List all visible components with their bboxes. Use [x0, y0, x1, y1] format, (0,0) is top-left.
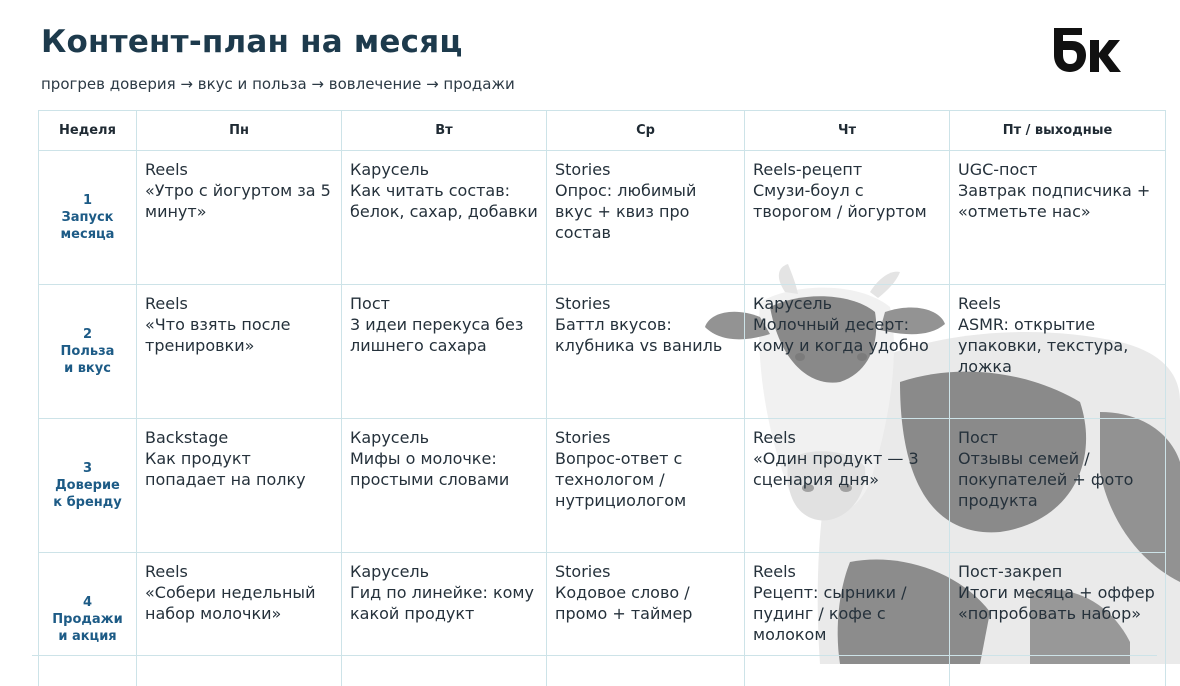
post-topic: «Утро с йогуртом за 5 минут» [145, 180, 334, 222]
table-row [39, 151, 1166, 285]
post-format: Пост [350, 293, 539, 314]
post-topic: «Один продукт — 3 сценария дня» [753, 448, 942, 490]
header-fri-weekend: Пт / выходные [950, 111, 1166, 151]
plan-cell [745, 285, 950, 419]
plan-cell [950, 285, 1166, 419]
post-format: Reels [145, 561, 334, 582]
post-topic: Завтрак подписчика + «отметьте нас» [958, 180, 1158, 222]
week-number: 2 [39, 326, 136, 343]
post-topic: Мифы о молочке: простыми словами [350, 448, 539, 490]
post-topic: Итоги месяца + оффер «попробовать набор» [958, 582, 1158, 624]
post-format: Пост [958, 427, 1158, 448]
week-cell [39, 419, 137, 553]
plan-cell [950, 151, 1166, 285]
header-thu: Чт [745, 111, 950, 151]
plan-cell [950, 419, 1166, 553]
plan-cell [137, 151, 342, 285]
week-number: 1 [39, 192, 136, 209]
plan-cell [342, 151, 547, 285]
plan-cell [137, 553, 342, 686]
post-format: Карусель [350, 561, 539, 582]
post-format: Пост-закреп [958, 561, 1158, 582]
post-format: Reels [753, 561, 942, 582]
week-label: Запуск месяца [39, 209, 136, 243]
plan-cell [342, 419, 547, 553]
post-topic: Баттл вкусов: клубника vs ваниль [555, 314, 737, 356]
post-format: Stories [555, 293, 737, 314]
week-label: Доверие к бренду [39, 477, 136, 511]
plan-cell [547, 151, 745, 285]
plan-cell [950, 553, 1166, 686]
header-tue: Вт [342, 111, 547, 151]
post-topic: 3 идеи перекуса без лишнего сахара [350, 314, 539, 356]
table-row [39, 419, 1166, 553]
plan-cell [745, 419, 950, 553]
post-format: Reels-рецепт [753, 159, 942, 180]
post-format: Reels [145, 293, 334, 314]
plan-cell [342, 553, 547, 686]
post-format: UGC-пост [958, 159, 1158, 180]
content-plan-table [38, 110, 1166, 686]
post-topic: Гид по линейке: кому какой продукт [350, 582, 539, 624]
post-topic: Как читать состав: белок, сахар, добавки [350, 180, 539, 222]
post-format: Карусель [350, 427, 539, 448]
post-topic: Опрос: любимый вкус + квиз про состав [555, 180, 737, 243]
plan-cell [547, 553, 745, 686]
plan-cell [745, 553, 950, 686]
page-title: Контент-план на месяц [41, 24, 463, 60]
week-label: Польза и вкус [39, 343, 136, 377]
post-topic: Молочный десерт: кому и когда удобно [753, 314, 942, 356]
post-topic: Смузи-боул с творогом / йогуртом [753, 180, 942, 222]
week-cell [39, 553, 137, 686]
week-cell [39, 151, 137, 285]
header-wed: Ср [547, 111, 745, 151]
bottom-divider [32, 655, 1157, 656]
post-topic: Отзывы семей / покупателей + фото продукта [958, 448, 1158, 511]
plan-cell [137, 419, 342, 553]
plan-cell [547, 419, 745, 553]
post-format: Stories [555, 427, 737, 448]
post-format: Stories [555, 561, 737, 582]
post-format: Stories [555, 159, 737, 180]
post-topic: Как продукт попадает на полку [145, 448, 334, 490]
post-format: Reels [145, 159, 334, 180]
table-row [39, 285, 1166, 419]
post-topic: Кодовое слово / промо + таймер [555, 582, 737, 624]
brand-logo [1052, 24, 1124, 76]
week-cell [39, 285, 137, 419]
post-topic: Вопрос-ответ с технологом / нутрициологом [555, 448, 737, 511]
plan-cell [745, 151, 950, 285]
plan-cell [547, 285, 745, 419]
week-number: 3 [39, 460, 136, 477]
plan-cell [342, 285, 547, 419]
post-format: Карусель [753, 293, 942, 314]
post-format: Карусель [350, 159, 539, 180]
header-mon: Пн [137, 111, 342, 151]
page-subtitle: прогрев доверия → вкус и польза → вовлечение → продажи [41, 75, 515, 93]
post-format: Reels [958, 293, 1158, 314]
header-week: Неделя [39, 111, 137, 151]
post-format: Backstage [145, 427, 334, 448]
table-row [39, 553, 1166, 686]
week-number: 4 [39, 594, 136, 611]
post-topic: Рецепт: сырники / пудинг / кофе с молоком [753, 582, 942, 645]
plan-cell [137, 285, 342, 419]
post-format: Reels [753, 427, 942, 448]
table-header-row [39, 111, 1166, 151]
post-topic: «Собери недельный набор молочки» [145, 582, 334, 624]
post-topic: ASMR: открытие упаковки, текстура, ложка [958, 314, 1158, 377]
post-topic: «Что взять после тренировки» [145, 314, 334, 356]
week-label: Продажи и акция [39, 611, 136, 645]
